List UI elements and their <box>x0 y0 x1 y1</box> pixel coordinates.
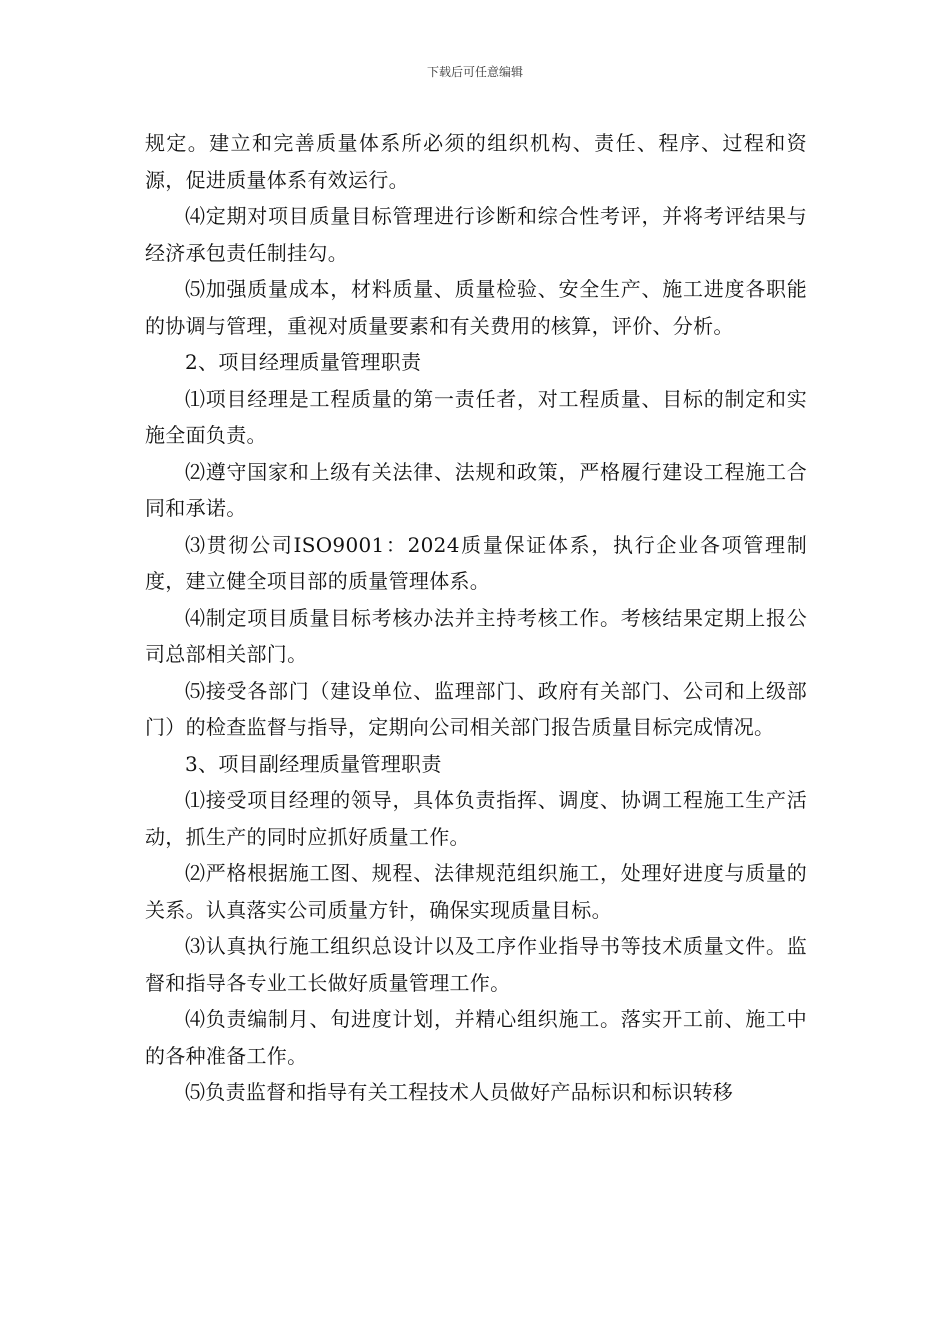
document-body <box>145 125 807 1111</box>
paragraph-item: ⑸负责监督和指导有关工程技术人员做好产品标识和标识转移 <box>185 1080 734 1104</box>
section-heading: 2、项目经理质量管理职责 <box>185 350 422 374</box>
paragraph-item: ⑵遵守国家和上级有关法律、法规和政策，严格履行建设工程施工合同和承诺。 <box>145 459 807 520</box>
paragraph-item: ⑷负责编制月、旬进度计划，并精心组织施工。落实开工前、施工中的各种准备工作。 <box>145 1007 807 1068</box>
paragraph-item: ⑵严格根据施工图、规程、法律规范组织施工，处理好进度与质量的关系。认真落实公司质量方针，确保实现质量目标。 <box>145 861 807 922</box>
paragraph-item: ⑶认真执行施工组织总设计以及工序作业指导书等技术质量文件。监督和指导各专业工长做好质量管理工作。 <box>145 934 807 995</box>
section-heading: 3、项目副经理质量管理职责 <box>185 751 442 776</box>
paragraph-item: ⑸接受各部门（建设单位、监理部门、政府有关部门、公司和上级部门）的检查监督与指导，定期向公司相关部门报告质量目标完成情况。 <box>145 678 807 739</box>
paragraph-item: ⑴项目经理是工程质量的第一责任者，对工程质量、目标的制定和实施全面负责。 <box>145 386 807 447</box>
paragraph-continuation: 规定。建立和完善质量体系所必须的组织机构、责任、程序、过程和资源，促进质量体系有效运行。 <box>145 131 807 192</box>
paragraph-item: ⑷制定项目质量目标考核办法并主持考核工作。考核结果定期上报公司总部相关部门。 <box>145 605 807 666</box>
paragraph-item: ⑸加强质量成本，材料质量、质量检验、安全生产、施工进度各职能的协调与管理，重视对质量要素和有关费用的核算，评价、分析。 <box>145 277 807 338</box>
paragraph-item: ⑴接受项目经理的领导，具体负责指挥、调度、协调工程施工生产活动，抓生产的同时应抓好质量工作。 <box>145 788 807 849</box>
paragraph-item: ⑷定期对项目质量目标管理进行诊断和综合性考评，并将考评结果与经济承包责任制挂勾。 <box>145 204 807 265</box>
page-header: 下载后可任意编辑 <box>426 65 523 79</box>
paragraph-item: ⑶贯彻公司ISO9001：2024质量保证体系，执行企业各项管理制度，建立健全项目部的质量管理体系。 <box>145 532 807 593</box>
